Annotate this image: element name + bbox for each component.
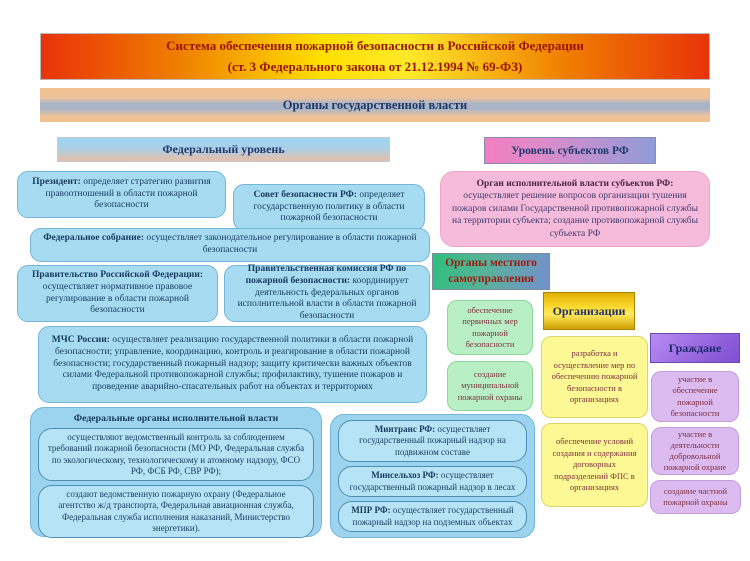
government-lead: Правительство Российской Федерации: [31,269,204,280]
minselhoz-body: осуществляет государственный пожарный надзор в лесах [349,470,516,492]
gov-banner: Органы государственной власти [40,88,710,122]
municipal-item-primary-measures [447,300,533,355]
security-council-lead: Совет безопасности РФ: [253,189,360,200]
organizations-item-fps-units-text: обеспечение условий создания и содержания договорных подразделений ФПС в организациях [552,436,637,493]
federal-executive-item-fire-guard [38,485,314,538]
gov-commission-body: координирует деятельность федеральных органов исполнительной власти в области пожарной безопасности [237,275,417,322]
mpr-box [338,501,527,532]
organizations-item-measures [541,336,648,418]
federal-assembly-body: осуществляет законодательное регулирование в области пожарной безопасности [146,233,417,255]
mintrans-body: осуществляет государственный пожарный надзор на подвижном составе [359,424,506,457]
government-text [25,270,210,318]
citizens-item-safety-participation [651,371,739,422]
municipal-item-fire-guard-text: создание муниципальной пожарной охраны [457,369,523,402]
federal-assembly-box [30,228,430,262]
mpr-body: осуществляет государственный пожарный надзор на подземных объектах [352,505,514,527]
subject-executive-lead: Орган исполнительной власти субъектов РФ: [476,179,674,190]
president-text [25,177,218,213]
subject-executive-box [440,171,710,247]
federal-executive-container [30,407,322,537]
mintrans-box [338,420,527,462]
citizens-item-private-guard-text: создание частной пожарной охраны [663,485,728,507]
organizations-item-measures-text: разработка и осуществление мер по обеспечению пожарной безопасности в организациях [551,348,638,405]
gov-commission-box [224,265,430,322]
president-lead: Президент: [32,176,84,187]
citizens-item-voluntary-guard-text: участие в деятельности добровольной пожарной охране [663,428,727,473]
ministries-container [330,414,535,538]
citizens-item-private-guard [650,480,741,514]
title-line2: (ст. 3 Федерального закона от 21.12.1994 № 69-ФЗ) [227,58,523,74]
mintrans-lead: Минтранс РФ: [374,424,438,435]
title-banner [40,33,710,80]
emercom-text [46,335,419,394]
title-line1: Система обеспечения пожарной безопасности в Российской Федерации [166,37,584,53]
federal-executive-item-fire-guard-text: создают ведомственную пожарную охрану (Федеральное агентство ж/д транспорта, Федеральная авиационная служба, Федеральная служба исполнения наказаний, Министерство энергетики). [58,489,294,533]
emercom-box [38,326,427,403]
president-box [17,171,226,218]
gov-commission-text [232,264,422,323]
subject-level-header: Уровень субъектов РФ [484,137,656,164]
emercom-body: осуществляет реализацию государственной политики в области пожарной безопасности; управление, координацию, контроль и реагирование в области пожарной безопасности; государственный пожарный надзор; защиту критически важных объектов силами Федеральной противопожарной службы; профилактику, тушение пожаров и проведение аварийно-спасательных работ на объектах и территориях [53,334,414,393]
municipal-item-primary-measures-text: обеспечение первичных мер пожарной безопасности [462,305,518,349]
gov-commission-lead: Правительственная комиссия РФ по пожарной безопасности: [245,263,407,286]
citizens-item-voluntary-guard [651,427,739,475]
security-council-box [233,184,425,231]
emercom-lead: МЧС России: [51,334,113,345]
government-box [17,265,218,322]
federal-assembly-text [38,233,422,257]
federal-executive-item-control [38,428,314,481]
citizens-header: Граждане [650,333,740,363]
government-body: осуществляет нормативное правовое регулирование в области пожарной безопасности [42,281,193,316]
federal-level-header: Федеральный уровень [57,137,390,162]
organizations-item-fps-units [541,423,648,507]
federal-assembly-lead: Федеральное собрание: [43,233,147,244]
security-council-text [241,190,417,226]
mintrans-text [347,424,518,458]
minselhoz-box [338,466,527,497]
organizations-header: Организации [543,292,635,330]
federal-executive-header: Федеральные органы исполнительной власти [73,413,279,424]
mpr-text [347,505,518,528]
citizens-item-safety-participation-text: участие в обеспечение пожарной безопасности [670,374,720,418]
security-council-body: определяет государственную политику в области пожарной безопасности [253,189,405,224]
minselhoz-text [347,470,518,493]
subject-executive-body: осуществляет решение вопросов организации тушения пожаров силами Государственной противопожарной службы на территории субъекта; создание противопожарной службы субъекта РФ [451,191,699,239]
president-body: определяет стратегию развития правоотношений в области пожарной безопасности [45,176,211,211]
federal-executive-item-control-text: осуществляют ведомственный контроль за соблюдением требований пожарной безопасности (МО РФ, Федеральная служба по экологическому, технологическому и атомному надзору, ФСО РФ, ФСБ РФ, СВР РФ); [47,432,305,476]
municipal-item-fire-guard [447,361,533,411]
subject-executive-text [450,178,700,240]
minselhoz-lead: Минсельхоз РФ: [371,470,441,481]
municipal-header: Органы местного самоуправления [432,253,550,290]
mpr-lead: МПР РФ: [351,505,393,516]
